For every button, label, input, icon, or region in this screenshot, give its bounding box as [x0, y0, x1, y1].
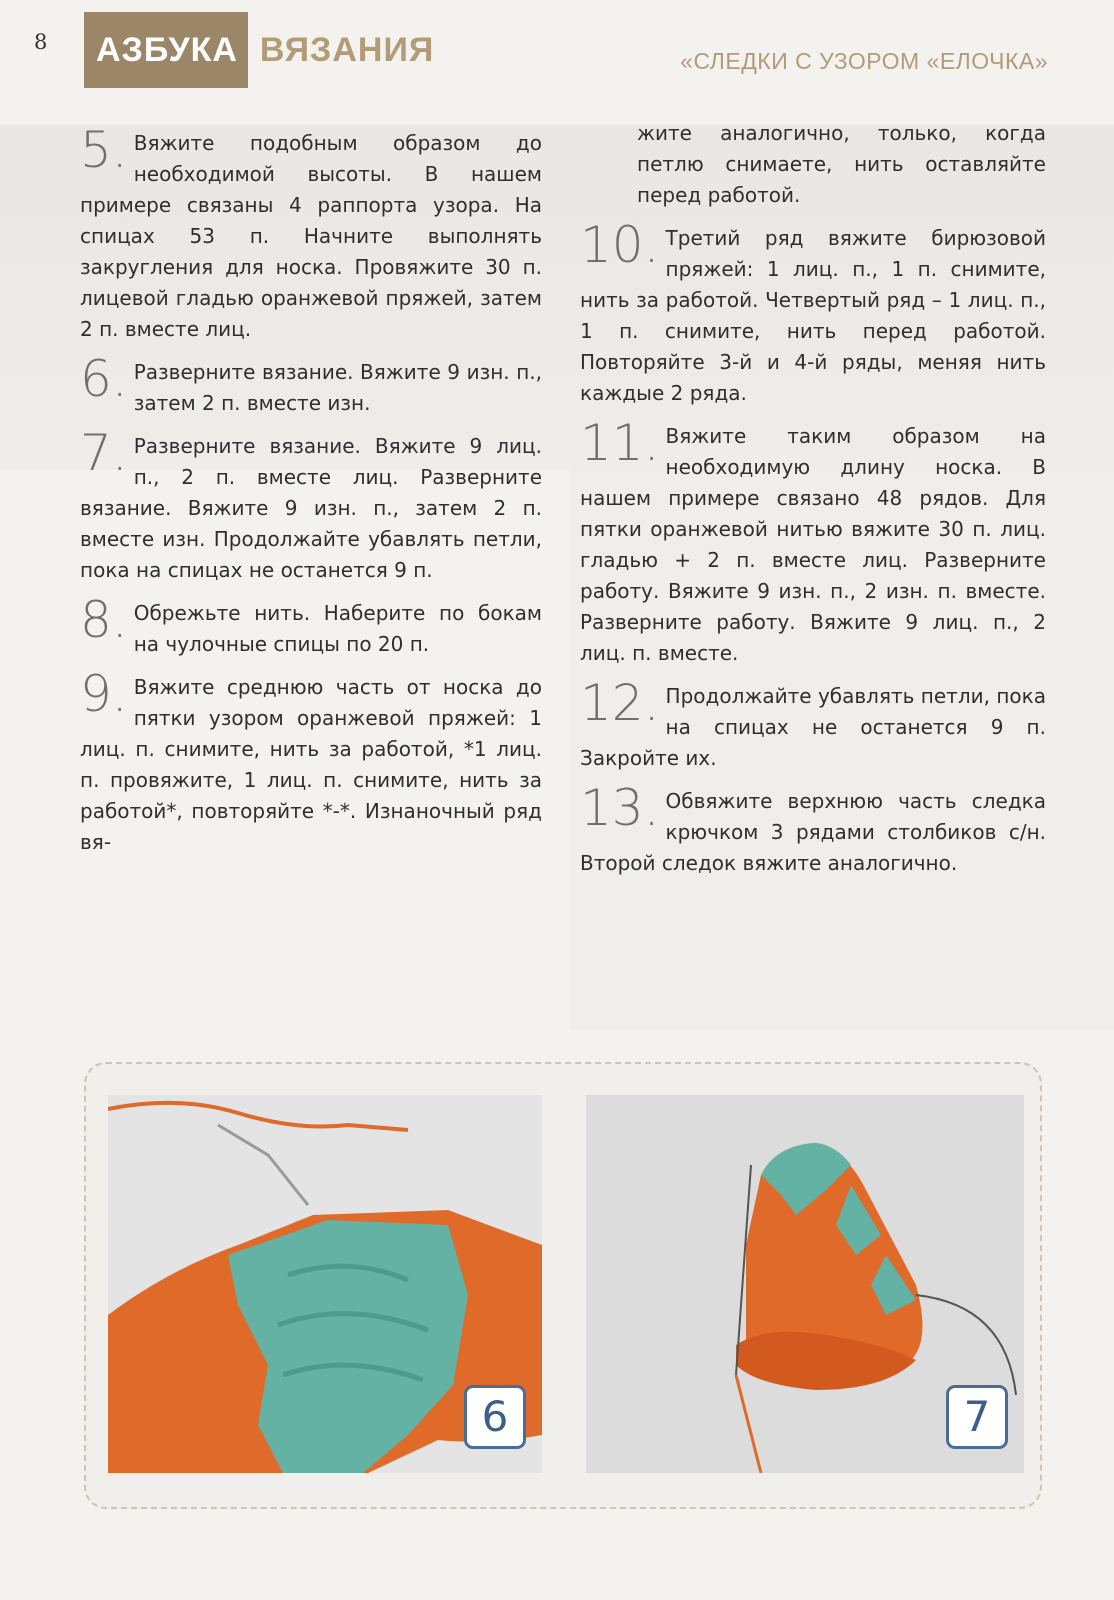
article-title: «СЛЕДКИ С УЗОРОМ «ЕЛОЧКА»: [680, 48, 1048, 74]
step-11: [580, 414, 1046, 669]
step-7: [80, 424, 542, 586]
step-5: [80, 121, 542, 345]
step-badge-7: 7: [946, 1385, 1008, 1449]
step-number: 13.: [580, 779, 660, 837]
step-number: 12.: [580, 674, 660, 732]
step-9-continued: [580, 118, 1046, 211]
section-label-light: ВЯЗАНИЯ: [259, 30, 435, 69]
step-10: [580, 216, 1046, 409]
step-continuation-text: жите аналогично, только, когда петлю снимаете, нить оставляйте перед работой.: [637, 121, 1046, 207]
step-6: [80, 350, 542, 419]
photo-step-7: [586, 1095, 1024, 1473]
step-9: [80, 665, 542, 858]
step-number: 7.: [80, 424, 128, 482]
step-number: 5.: [80, 121, 128, 179]
step-text: Продолжайте убавлять петли, пока на спицах не останется 9 п. Закройте их.: [580, 684, 1046, 770]
step-text: Обвяжите верхнюю часть следка крючком 3 рядами столбиков с/н. Второй следок вяжите аналогично.: [580, 789, 1046, 875]
step-text: Разверните вязание. Вяжите 9 лиц. п., 2 п. вместе лиц. Разверните вязание. Вяжите 9 изн. п., затем 2 п. вместе изн. Продолжайте убавлять петли, пока на спицах не останется 9 п.: [80, 434, 542, 582]
step-number: 6.: [80, 350, 128, 408]
step-badge-6: 6: [464, 1385, 526, 1449]
step-number: 9.: [80, 665, 128, 723]
photo-step-6: [108, 1095, 542, 1473]
step-text: Разверните вязание. Вяжите 9 изн. п., затем 2 п. вместе изн.: [133, 360, 542, 415]
step-number: 11.: [580, 414, 660, 472]
left-column: [80, 121, 542, 870]
step-number: 8.: [80, 591, 128, 649]
page-number: 8: [34, 30, 48, 54]
step-text: Обрежьте нить. Наберите по бокам на чулочные спицы по 20 п.: [133, 601, 542, 656]
step-text: Вяжите таким образом на необходимую длину носка. В нашем примере связано 48 рядов. Для пятки оранжевой нитью вяжите 30 п. лиц. гладью + 2 п. вместе лиц. Разверните работу. Вяжите 9 изн. п., 2 изн. п. вместе. Разверните работу. Вяжите 9 лиц. п., 2 лиц. п. вместе.: [580, 424, 1046, 665]
step-text: Вяжите подобным образом до необходимой высоты. В нашем примере связаны 4 раппорта узора. На спицах 53 п. Начните выполнять закругления для носка. Провяжите 30 п. лицевой гладью оранжевой пряжей, затем 2 п. вместе лиц.: [80, 131, 542, 341]
step-8: [80, 591, 542, 660]
step-text: Третий ряд вяжите бирюзовой пряжей: 1 лиц. п., 1 п. снимите, нить за работой. Четвертый ряд – 1 лиц. п., 1 п. снимите, нить перед работой. Повторяйте 3-й и 4-й ряды, меняя нить каждые 2 ряда.: [580, 226, 1046, 405]
step-12: [580, 674, 1046, 774]
right-column: [580, 118, 1046, 891]
step-number: 10.: [580, 216, 660, 274]
section-label: [84, 12, 434, 88]
step-text: Вяжите среднюю часть от носка до пятки узором оранжевой пряжей: 1 лиц. п. снимите, нить за работой, *1 лиц. п. провяжите, 1 лиц. п. снимите, нить за работой*, повторяйте *-*. Изнаночный ряд вя-: [80, 675, 542, 854]
step-13: [580, 779, 1046, 879]
section-label-dark: АЗБУКА: [84, 12, 248, 88]
